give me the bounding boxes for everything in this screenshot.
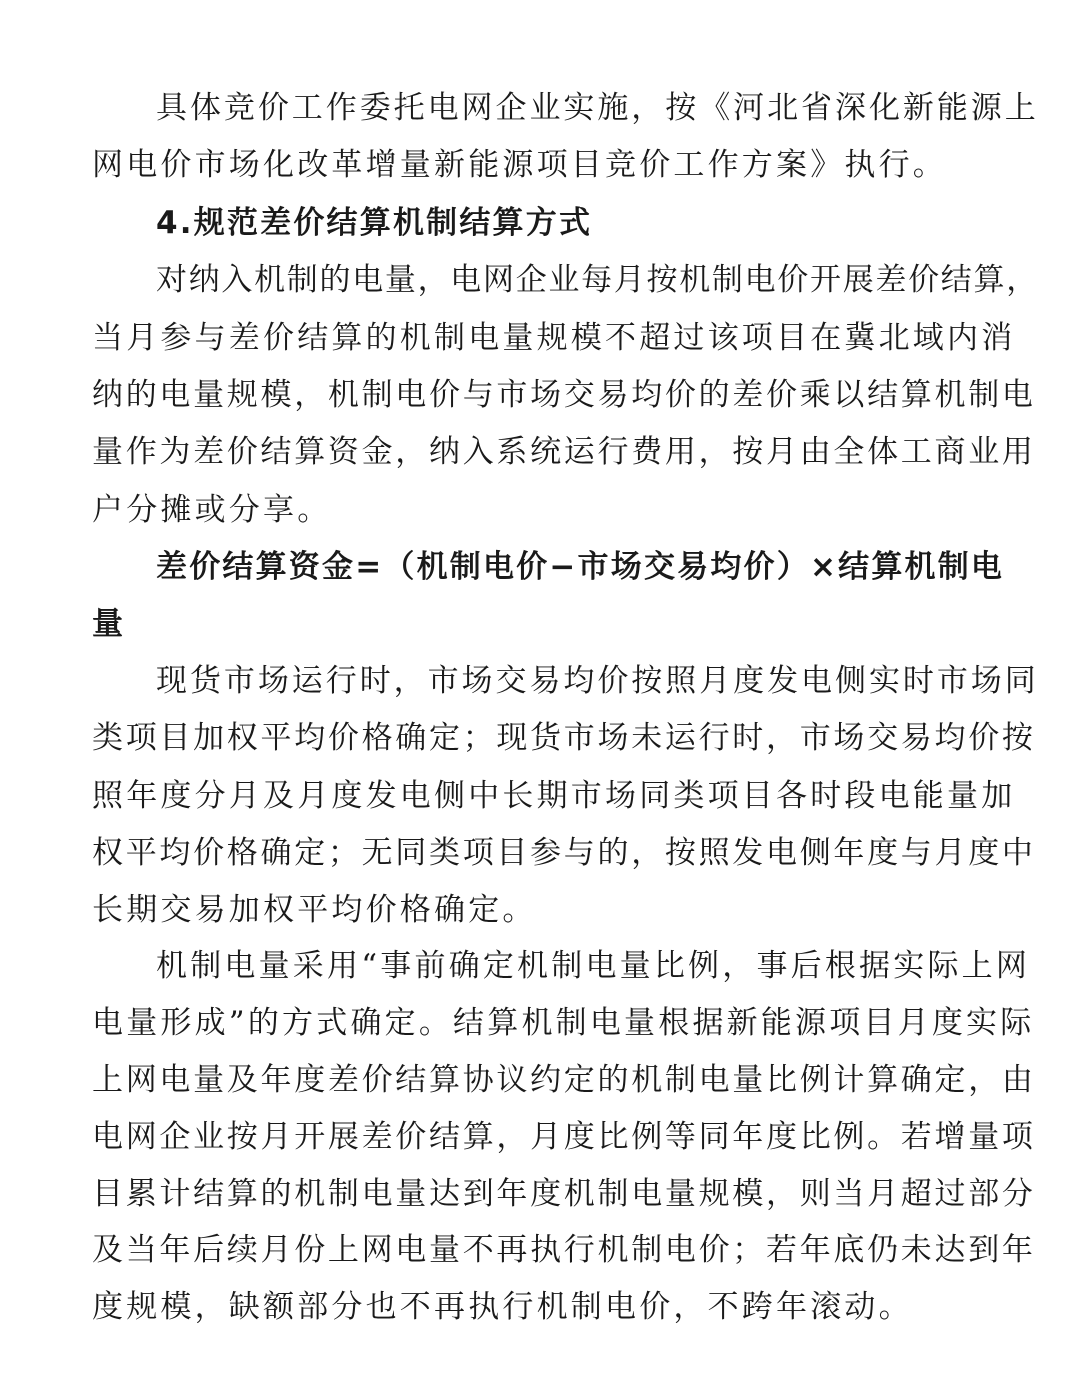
paragraph-line: 量作为差价结算资金，纳入系统运行费用，按月由全体工商业用 bbox=[92, 434, 1036, 470]
paragraph-line: 对纳入机制的电量，电网企业每月按机制电价开展差价结算， bbox=[156, 262, 1039, 298]
paragraph-line: 纳的电量规模，机制电价与市场交易均价的差价乘以结算机制电 bbox=[92, 377, 1036, 413]
section-heading: 4.规范差价结算机制结算方式 bbox=[156, 205, 593, 241]
paragraph-line: 电网企业按月开展差价结算，月度比例等同年度比例。若增量项 bbox=[92, 1119, 1036, 1155]
formula-line: 差价结算资金=（机制电价−市场交易均价）×结算机制电 bbox=[156, 549, 1005, 585]
paragraph-line: 当月参与差价结算的机制电量规模不超过该项目在冀北域内消 bbox=[92, 320, 1016, 356]
paragraph-line: 电量形成”的方式确定。结算机制电量根据新能源项目月度实际 bbox=[92, 1005, 1035, 1041]
paragraph-line: 长期交易加权平均价格确定。 bbox=[92, 892, 537, 928]
paragraph-line: 现货市场运行时，市场交易均价按照月度发电侧实时市场同 bbox=[156, 663, 1039, 699]
paragraph-line: 照年度分月及月度发电侧中长期市场同类项目各时段电能量加 bbox=[92, 778, 1016, 814]
paragraph-line: 及当年后续月份上网电量不再执行机制电价；若年底仍未达到年 bbox=[92, 1232, 1036, 1268]
paragraph-line: 网电价市场化改革增量新能源项目竞价工作方案》执行。 bbox=[92, 147, 947, 183]
paragraph-line: 机制电量采用“事前确定机制电量比例，事后根据实际上网 bbox=[156, 948, 1031, 984]
paragraph-line: 目累计结算的机制电量达到年度机制电量规模，则当月超过部分 bbox=[92, 1176, 1036, 1212]
formula-line: 量 bbox=[92, 606, 126, 642]
paragraph-line: 上网电量及年度差价结算协议约定的机制电量比例计算确定，由 bbox=[92, 1062, 1036, 1098]
paragraph-line: 具体竞价工作委托电网企业实施，按《河北省深化新能源上 bbox=[156, 90, 1039, 126]
paragraph-line: 权平均价格确定；无同类项目参与的，按照发电侧年度与月度中 bbox=[92, 835, 1036, 871]
paragraph-line: 类项目加权平均价格确定；现货市场未运行时，市场交易均价按 bbox=[92, 720, 1036, 756]
paragraph-line: 户分摊或分享。 bbox=[92, 492, 332, 528]
paragraph-line: 度规模，缺额部分也不再执行机制电价，不跨年滚动。 bbox=[92, 1289, 913, 1325]
